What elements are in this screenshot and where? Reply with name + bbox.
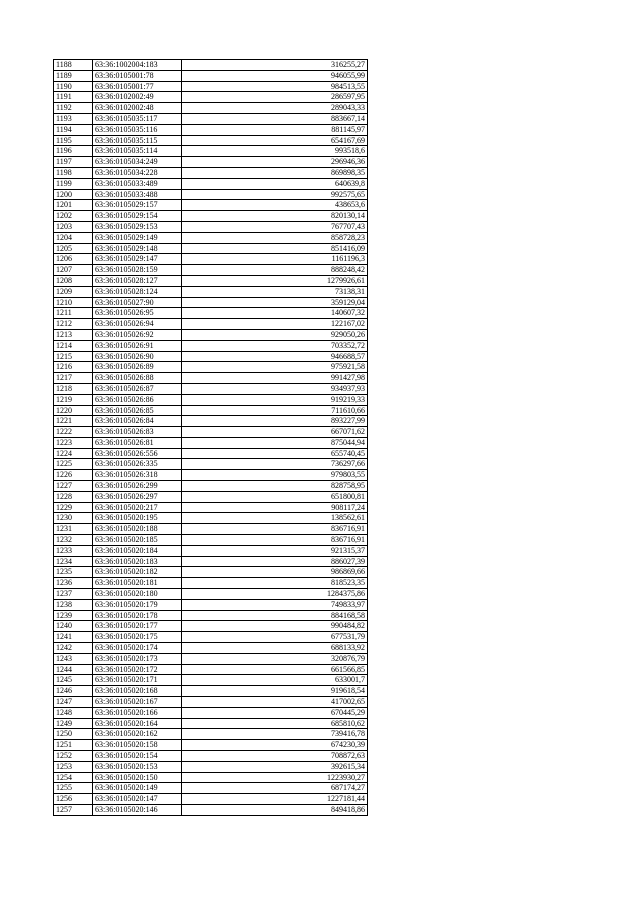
cadastral-number-cell: 63:36:0105035:115 [93, 135, 182, 146]
table-row [54, 340, 368, 351]
table-row [54, 632, 368, 643]
row-number-cell: 1210 [54, 297, 93, 308]
cadastral-number-cell: 63:36:0105029:147 [93, 254, 182, 265]
value-cell: 875044,94 [182, 437, 368, 448]
value-cell: 993518,6 [182, 146, 368, 157]
row-number-cell: 1203 [54, 221, 93, 232]
cadastral-number-cell: 63:36:0105028:159 [93, 265, 182, 276]
row-number-cell: 1195 [54, 135, 93, 146]
table-row [54, 610, 368, 621]
row-number-cell: 1223 [54, 437, 93, 448]
table-row [54, 664, 368, 675]
row-number-cell: 1230 [54, 513, 93, 524]
row-number-cell: 1246 [54, 686, 93, 697]
value-cell: 851416,09 [182, 243, 368, 254]
table-row [54, 578, 368, 589]
cadastral-number-cell: 63:36:0105026:87 [93, 383, 182, 394]
cadastral-number-cell: 63:36:0105020:158 [93, 740, 182, 751]
table-row [54, 146, 368, 157]
table-row [54, 286, 368, 297]
row-number-cell: 1202 [54, 211, 93, 222]
cadastral-number-cell: 63:36:0105020:147 [93, 794, 182, 805]
value-cell: 685810,62 [182, 718, 368, 729]
table-row [54, 675, 368, 686]
value-cell: 688133,92 [182, 643, 368, 654]
table-row [54, 524, 368, 535]
cadastral-number-cell: 63:36:0105020:188 [93, 524, 182, 535]
row-number-cell: 1218 [54, 383, 93, 394]
cadastral-number-cell: 63:36:0105029:148 [93, 243, 182, 254]
table-row [54, 535, 368, 546]
cadastral-number-cell: 63:36:0105020:178 [93, 610, 182, 621]
table-row [54, 567, 368, 578]
value-cell: 674230,39 [182, 740, 368, 751]
value-cell: 703352,72 [182, 340, 368, 351]
value-cell: 417002,65 [182, 697, 368, 708]
row-number-cell: 1239 [54, 610, 93, 621]
value-cell: 990484,82 [182, 621, 368, 632]
table-row [54, 545, 368, 556]
cadastral-number-cell: 63:36:0105026:318 [93, 470, 182, 481]
cadastral-number-cell: 63:36:0105029:153 [93, 221, 182, 232]
table-row [54, 621, 368, 632]
row-number-cell: 1205 [54, 243, 93, 254]
row-number-cell: 1225 [54, 459, 93, 470]
row-number-cell: 1191 [54, 92, 93, 103]
cadastral-number-cell: 63:36:0105020:172 [93, 664, 182, 675]
row-number-cell: 1199 [54, 178, 93, 189]
value-cell: 739416,78 [182, 729, 368, 740]
value-cell: 633001,7 [182, 675, 368, 686]
table-row [54, 761, 368, 772]
value-cell: 1279926,61 [182, 275, 368, 286]
cadastral-number-cell: 63:36:0105020:150 [93, 772, 182, 783]
value-cell: 869898,35 [182, 167, 368, 178]
cadastral-number-cell: 63:36:0105001:77 [93, 81, 182, 92]
cadastral-number-cell: 63:36:0105020:162 [93, 729, 182, 740]
value-cell: 296946,36 [182, 157, 368, 168]
value-cell: 1284375,86 [182, 589, 368, 600]
cadastral-number-cell: 63:36:0105026:89 [93, 362, 182, 373]
row-number-cell: 1247 [54, 697, 93, 708]
value-cell: 946055,99 [182, 70, 368, 81]
row-number-cell: 1206 [54, 254, 93, 265]
cadastral-number-cell: 63:36:0105020:175 [93, 632, 182, 643]
table-row [54, 643, 368, 654]
row-number-cell: 1222 [54, 427, 93, 438]
cadastral-number-cell: 63:36:0105020:181 [93, 578, 182, 589]
value-cell: 687174,27 [182, 783, 368, 794]
row-number-cell: 1224 [54, 448, 93, 459]
value-cell: 919618,54 [182, 686, 368, 697]
table-row [54, 513, 368, 524]
cadastral-number-cell: 63:36:0105035:116 [93, 124, 182, 135]
table-row [54, 502, 368, 513]
cadastral-number-cell: 63:36:0105033:489 [93, 178, 182, 189]
row-number-cell: 1194 [54, 124, 93, 135]
table-row [54, 394, 368, 405]
value-cell: 749833,97 [182, 599, 368, 610]
value-cell: 836716,91 [182, 535, 368, 546]
cadastral-number-cell: 63:36:0105020:171 [93, 675, 182, 686]
table-row [54, 167, 368, 178]
cadastral-number-cell: 63:36:0105020:173 [93, 653, 182, 664]
cadastral-number-cell: 63:36:0105020:183 [93, 556, 182, 567]
row-number-cell: 1240 [54, 621, 93, 632]
row-number-cell: 1211 [54, 308, 93, 319]
cadastral-number-cell: 63:36:0105035:117 [93, 113, 182, 124]
table-row [54, 589, 368, 600]
table-row [54, 81, 368, 92]
row-number-cell: 1227 [54, 481, 93, 492]
row-number-cell: 1201 [54, 200, 93, 211]
cadastral-number-cell: 63:36:0105020:174 [93, 643, 182, 654]
table-row [54, 178, 368, 189]
row-number-cell: 1196 [54, 146, 93, 157]
table-row [54, 707, 368, 718]
row-number-cell: 1250 [54, 729, 93, 740]
cadastral-number-cell: 63:36:0102002:49 [93, 92, 182, 103]
cadastral-number-cell: 63:36:0105029:149 [93, 232, 182, 243]
table-row [54, 243, 368, 254]
value-cell: 820130,14 [182, 211, 368, 222]
table-row [54, 686, 368, 697]
table-row [54, 556, 368, 567]
row-number-cell: 1238 [54, 599, 93, 610]
value-cell: 289043,33 [182, 103, 368, 114]
row-number-cell: 1242 [54, 643, 93, 654]
value-cell: 991427,98 [182, 373, 368, 384]
row-number-cell: 1252 [54, 751, 93, 762]
cadastral-number-cell: 63:36:0105029:157 [93, 200, 182, 211]
value-cell: 651800,81 [182, 491, 368, 502]
table-row [54, 491, 368, 502]
table-row [54, 221, 368, 232]
value-cell: 986869,66 [182, 567, 368, 578]
value-cell: 979803,55 [182, 470, 368, 481]
cadastral-number-cell: 63:36:0105026:90 [93, 351, 182, 362]
row-number-cell: 1244 [54, 664, 93, 675]
table-row [54, 459, 368, 470]
table-row [54, 373, 368, 384]
row-number-cell: 1249 [54, 718, 93, 729]
cadastral-number-cell: 63:36:0105026:95 [93, 308, 182, 319]
cadastral-number-cell: 63:36:0105026:297 [93, 491, 182, 502]
row-number-cell: 1253 [54, 761, 93, 772]
row-number-cell: 1248 [54, 707, 93, 718]
value-cell: 654167,69 [182, 135, 368, 146]
cadastral-number-cell: 63:36:0105026:91 [93, 340, 182, 351]
row-number-cell: 1228 [54, 491, 93, 502]
cadastral-number-cell: 63:36:0105026:335 [93, 459, 182, 470]
cadastral-value-table [53, 59, 368, 816]
table-row [54, 60, 368, 71]
value-cell: 921315,37 [182, 545, 368, 556]
value-cell: 984513,55 [182, 81, 368, 92]
row-number-cell: 1212 [54, 319, 93, 330]
value-cell: 316255,27 [182, 60, 368, 71]
cadastral-number-cell: 63:36:0105020:168 [93, 686, 182, 697]
row-number-cell: 1237 [54, 589, 93, 600]
value-cell: 286597,95 [182, 92, 368, 103]
cadastral-number-cell: 63:36:0105001:78 [93, 70, 182, 81]
row-number-cell: 1254 [54, 772, 93, 783]
table-row [54, 92, 368, 103]
cadastral-number-cell: 63:36:0105020:185 [93, 535, 182, 546]
row-number-cell: 1243 [54, 653, 93, 664]
row-number-cell: 1198 [54, 167, 93, 178]
table-row [54, 135, 368, 146]
cadastral-number-cell: 63:36:0105026:86 [93, 394, 182, 405]
table-row [54, 772, 368, 783]
row-number-cell: 1204 [54, 232, 93, 243]
table-row [54, 653, 368, 664]
row-number-cell: 1245 [54, 675, 93, 686]
cadastral-number-cell: 63:36:0105026:83 [93, 427, 182, 438]
value-cell: 392615,34 [182, 761, 368, 772]
table-row [54, 804, 368, 815]
cadastral-number-cell: 63:36:0105026:85 [93, 405, 182, 416]
table-row [54, 200, 368, 211]
value-cell: 946688,57 [182, 351, 368, 362]
table-row [54, 189, 368, 200]
value-cell: 767707,43 [182, 221, 368, 232]
row-number-cell: 1190 [54, 81, 93, 92]
cadastral-number-cell: 63:36:0105020:167 [93, 697, 182, 708]
value-cell: 140607,32 [182, 308, 368, 319]
value-cell: 858728,23 [182, 232, 368, 243]
cadastral-number-cell: 63:36:0105020:180 [93, 589, 182, 600]
value-cell: 736297,66 [182, 459, 368, 470]
table-row [54, 794, 368, 805]
table-row [54, 232, 368, 243]
row-number-cell: 1221 [54, 416, 93, 427]
value-cell: 886027,39 [182, 556, 368, 567]
cadastral-number-cell: 63:36:0105020:149 [93, 783, 182, 794]
row-number-cell: 1229 [54, 502, 93, 513]
row-number-cell: 1220 [54, 405, 93, 416]
table-row [54, 157, 368, 168]
value-cell: 438653,6 [182, 200, 368, 211]
cadastral-number-cell: 63:36:0105026:556 [93, 448, 182, 459]
row-number-cell: 1235 [54, 567, 93, 578]
table-row [54, 319, 368, 330]
table-row [54, 599, 368, 610]
row-number-cell: 1219 [54, 394, 93, 405]
row-number-cell: 1241 [54, 632, 93, 643]
row-number-cell: 1231 [54, 524, 93, 535]
row-number-cell: 1208 [54, 275, 93, 286]
table-row [54, 470, 368, 481]
cadastral-number-cell: 63:36:0105026:81 [93, 437, 182, 448]
cadastral-number-cell: 63:36:0105034:249 [93, 157, 182, 168]
table-row [54, 416, 368, 427]
table-row [54, 729, 368, 740]
value-cell: 122167,02 [182, 319, 368, 330]
row-number-cell: 1217 [54, 373, 93, 384]
cadastral-number-cell: 63:36:0105020:195 [93, 513, 182, 524]
cadastral-number-cell: 63:36:0105026:94 [93, 319, 182, 330]
table-row [54, 383, 368, 394]
cadastral-number-cell: 63:36:0105029:154 [93, 211, 182, 222]
cadastral-number-cell: 63:36:0105027:90 [93, 297, 182, 308]
table-row [54, 124, 368, 135]
cadastral-number-cell: 63:36:0105020:154 [93, 751, 182, 762]
value-cell: 73138,31 [182, 286, 368, 297]
row-number-cell: 1234 [54, 556, 93, 567]
table-row [54, 351, 368, 362]
table-row [54, 113, 368, 124]
value-cell: 836716,91 [182, 524, 368, 535]
table-row [54, 297, 368, 308]
cadastral-number-cell: 63:36:0105020:182 [93, 567, 182, 578]
cadastral-number-cell: 63:36:0105020:166 [93, 707, 182, 718]
cadastral-number-cell: 63:36:0105020:179 [93, 599, 182, 610]
cadastral-number-cell: 63:36:0105026:88 [93, 373, 182, 384]
value-cell: 677531,79 [182, 632, 368, 643]
cadastral-number-cell: 63:36:0105026:92 [93, 329, 182, 340]
table-row [54, 448, 368, 459]
cadastral-number-cell: 63:36:0105020:146 [93, 804, 182, 815]
value-cell: 849418,86 [182, 804, 368, 815]
cadastral-number-cell: 63:36:0105034:228 [93, 167, 182, 178]
value-cell: 919219,33 [182, 394, 368, 405]
table-row [54, 427, 368, 438]
table-row [54, 211, 368, 222]
value-cell: 655740,45 [182, 448, 368, 459]
value-cell: 992575,65 [182, 189, 368, 200]
table-row [54, 783, 368, 794]
cadastral-number-cell: 63:36:0105028:127 [93, 275, 182, 286]
value-cell: 828758,95 [182, 481, 368, 492]
value-cell: 884168,58 [182, 610, 368, 621]
cadastral-number-cell: 63:36:0105020:184 [93, 545, 182, 556]
value-cell: 711610,66 [182, 405, 368, 416]
row-number-cell: 1236 [54, 578, 93, 589]
value-cell: 640639,8 [182, 178, 368, 189]
value-cell: 667071,62 [182, 427, 368, 438]
value-cell: 708872,63 [182, 751, 368, 762]
table-body [54, 60, 368, 816]
row-number-cell: 1232 [54, 535, 93, 546]
row-number-cell: 1209 [54, 286, 93, 297]
row-number-cell: 1200 [54, 189, 93, 200]
value-cell: 888248,42 [182, 265, 368, 276]
table-row [54, 265, 368, 276]
row-number-cell: 1189 [54, 70, 93, 81]
row-number-cell: 1193 [54, 113, 93, 124]
row-number-cell: 1188 [54, 60, 93, 71]
cadastral-number-cell: 63:36:0105026:299 [93, 481, 182, 492]
value-cell: 1161196,3 [182, 254, 368, 265]
row-number-cell: 1226 [54, 470, 93, 481]
value-cell: 1227181,44 [182, 794, 368, 805]
row-number-cell: 1215 [54, 351, 93, 362]
table-row [54, 254, 368, 265]
row-number-cell: 1256 [54, 794, 93, 805]
cadastral-number-cell: 63:36:0105026:84 [93, 416, 182, 427]
cadastral-number-cell: 63:36:0105035:114 [93, 146, 182, 157]
row-number-cell: 1251 [54, 740, 93, 751]
table-row [54, 405, 368, 416]
value-cell: 975921,58 [182, 362, 368, 373]
table-row [54, 740, 368, 751]
value-cell: 818523,35 [182, 578, 368, 589]
table-row [54, 103, 368, 114]
value-cell: 320876,79 [182, 653, 368, 664]
cadastral-number-cell: 63:36:0102002:48 [93, 103, 182, 114]
cadastral-number-cell: 63:36:1002004:183 [93, 60, 182, 71]
row-number-cell: 1214 [54, 340, 93, 351]
table-row [54, 718, 368, 729]
value-cell: 138562,61 [182, 513, 368, 524]
value-cell: 934937,93 [182, 383, 368, 394]
row-number-cell: 1233 [54, 545, 93, 556]
table-row [54, 70, 368, 81]
cadastral-number-cell: 63:36:0105020:153 [93, 761, 182, 772]
value-cell: 929050,26 [182, 329, 368, 340]
row-number-cell: 1257 [54, 804, 93, 815]
cadastral-number-cell: 63:36:0105033:488 [93, 189, 182, 200]
value-cell: 883667,14 [182, 113, 368, 124]
row-number-cell: 1197 [54, 157, 93, 168]
cadastral-number-cell: 63:36:0105020:177 [93, 621, 182, 632]
cadastral-number-cell: 63:36:0105028:124 [93, 286, 182, 297]
table-row [54, 697, 368, 708]
row-number-cell: 1207 [54, 265, 93, 276]
value-cell: 661566,85 [182, 664, 368, 675]
table-row [54, 362, 368, 373]
row-number-cell: 1216 [54, 362, 93, 373]
value-cell: 670445,29 [182, 707, 368, 718]
table-row [54, 275, 368, 286]
value-cell: 359129,04 [182, 297, 368, 308]
value-cell: 1223930,27 [182, 772, 368, 783]
table-row [54, 437, 368, 448]
table-row [54, 751, 368, 762]
value-cell: 881145,97 [182, 124, 368, 135]
table-row [54, 329, 368, 340]
cadastral-number-cell: 63:36:0105020:217 [93, 502, 182, 513]
row-number-cell: 1213 [54, 329, 93, 340]
row-number-cell: 1192 [54, 103, 93, 114]
cadastral-number-cell: 63:36:0105020:164 [93, 718, 182, 729]
value-cell: 908117,24 [182, 502, 368, 513]
table-row [54, 481, 368, 492]
table-row [54, 308, 368, 319]
row-number-cell: 1255 [54, 783, 93, 794]
value-cell: 893227,99 [182, 416, 368, 427]
